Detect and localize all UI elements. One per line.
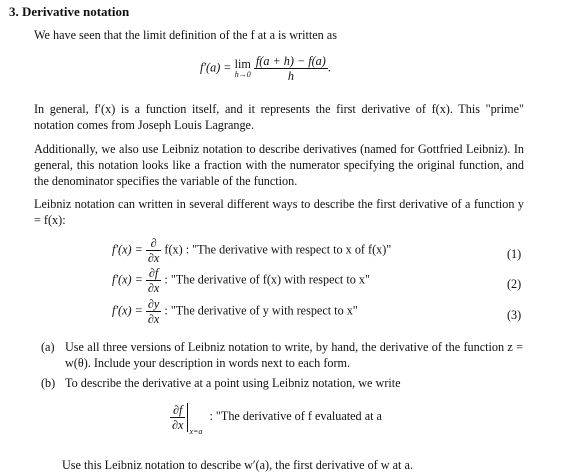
item-a [41,339,523,373]
limit-definition [200,54,331,83]
equation-row [112,297,358,326]
limit-end: . [327,60,331,75]
evaluated-fraction [170,403,185,432]
equation-denominator: ∂x [147,312,160,326]
equation-description: : "The derivative of f(x) with respect to x" [164,272,370,287]
equation-fraction [146,266,161,295]
intro-text: We have seen that the limit definition of the f at a is written as [34,28,337,42]
equation-number: (2) [507,277,522,291]
evaluation-bar [170,403,203,436]
equation-number: (3) [507,308,522,322]
item-text: To describe the derivative at a point using Leibniz notation, we write [65,376,401,390]
equation-description: : "The derivative of y with respect to x" [164,303,358,318]
item-label: (b) [41,376,56,390]
equation-fraction [146,297,161,326]
paragraph-general: In general, f′(x) is a function itself, and it represents the first derivative of f(x). This "prime" notation comes from Joseph Louis Lagrange. [34,102,524,132]
limit-subscript: h→0 [234,70,251,79]
equation-row [112,266,370,295]
limit-denominator: h [287,69,294,83]
equation-numerator: ∂f [146,266,161,281]
section-title: Derivative notation [22,4,130,19]
limit-lim: lim [234,57,251,71]
evaluated-description: : "The derivative of f evaluated at a [209,409,382,424]
evaluated-derivative [170,403,382,436]
limit-fraction [254,54,328,83]
limit-operator [235,58,251,79]
evaluation-subscript: x=a [189,427,203,436]
equation-description: f(x) : "The derivative with respect to x of f(x)" [164,242,392,257]
equation-fraction [146,236,161,265]
equation-numerator: ∂ [146,236,161,251]
equation-lhs: f′(x) = [112,242,143,257]
evaluated-denominator: ∂x [172,418,184,432]
paragraph-ways: Leibniz notation can written in several different ways to describe the first derivative of a function y = f(x): [34,197,524,227]
limit-numerator: f(a + h) − f(a) [255,54,326,68]
evaluated-numerator: ∂f [170,403,185,418]
equation-denominator: ∂x [147,251,160,265]
section-heading [9,4,129,20]
paragraph-leibniz: Additionally, we also use Leibniz notation to describe derivatives (named for Gottfried Leibniz). In general, this notation looks like a fraction with the numerator specifying the original function, and the denominator specifies the variable of the function. [34,142,524,188]
section-number: 3. [9,4,19,19]
equation-denominator: ∂x [147,281,160,295]
equation-lhs: f′(x) = [112,303,143,318]
equation-numerator: ∂y [147,297,160,311]
final-instruction: Use this Leibniz notation to describe w′(a), the first derivative of w at a. [62,458,413,472]
equation-number: (1) [507,247,522,261]
equation-row [112,236,391,265]
item-label: (a) [41,340,55,354]
limit-lhs: f′(a) = [200,60,232,75]
item-b [41,375,523,393]
item-text: Use all three versions of Leibniz notation to write, by hand, the derivative of the function z = w(θ). Include your description in words next to each form. [65,340,523,370]
equation-lhs: f′(x) = [112,272,143,287]
